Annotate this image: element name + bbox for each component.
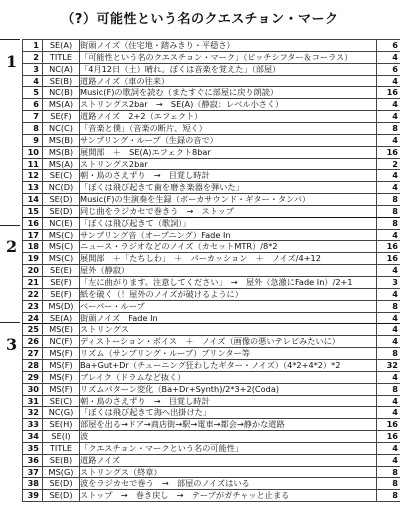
- cue-code: MS(A): [48, 158, 74, 169]
- cue-description: 部屋を出る→ドア→商店街→駅→電車→都会→静かな道路: [80, 419, 285, 430]
- cue-bars: 16: [386, 253, 398, 264]
- cue-number: 7: [33, 111, 39, 122]
- cue-bars: 4: [392, 265, 398, 276]
- cue-number: 28: [27, 359, 39, 370]
- cue-bars: 8: [392, 466, 398, 477]
- cue-bars: 8: [392, 383, 398, 394]
- cue-number: 32: [27, 407, 39, 418]
- cue-bars: 8: [392, 194, 398, 205]
- cue-description: 同じ曲をラジカセで巻きう → ストップ: [80, 205, 234, 216]
- cue-number: 31: [27, 395, 39, 406]
- cue-description: サンプリング・ループ（生録の音で）: [80, 134, 218, 145]
- cue-bars: 4: [392, 134, 398, 145]
- table-row: [22, 276, 400, 289]
- table-row: [22, 75, 400, 88]
- cue-bars: 4: [392, 111, 398, 122]
- table-row: [22, 371, 400, 384]
- table-row: [22, 158, 400, 171]
- cue-bars: 32: [386, 359, 398, 370]
- cue-bars: 6: [392, 40, 398, 50]
- table-row: [22, 418, 400, 431]
- cue-number: 9: [33, 134, 39, 145]
- cue-code: TITLE: [49, 442, 73, 453]
- cue-code: MS(F): [49, 359, 73, 370]
- cue-code: MS(C): [48, 229, 74, 240]
- cue-description: リズムパターン変化（Ba+Dr+Synth)/2*3+2(Coda): [80, 383, 280, 394]
- table-row: [22, 383, 400, 396]
- cue-bars: 8: [392, 348, 398, 359]
- cue-number: 29: [27, 371, 39, 382]
- cue-bars: 8: [392, 122, 398, 133]
- cue-description: 「ぼくは飛び起きて海へ出掛けた」: [80, 407, 212, 418]
- cue-code: SE(F): [50, 111, 72, 122]
- table-row: [22, 359, 400, 372]
- cue-bars: 16: [386, 87, 398, 98]
- cue-description: 朝・鳥のさえずり → 目覚し時計: [80, 395, 210, 406]
- cue-code: SE(B): [49, 454, 73, 465]
- table-row: [22, 193, 400, 206]
- cue-number: 22: [27, 288, 39, 299]
- cue-description: 展開部 ＋ SE(A)エフェクト8bar: [80, 146, 211, 157]
- cue-description: 道路ノイズ: [80, 454, 121, 465]
- cue-number: 10: [27, 146, 39, 157]
- table-row: [22, 395, 400, 408]
- cue-bars: 3: [392, 277, 398, 287]
- cue-number: 4: [33, 75, 39, 86]
- table-row: [22, 335, 400, 348]
- cue-description: ストリングス2bar → SE(A)（静寂：レベル小さく）: [80, 99, 284, 110]
- cue-code: MS(F): [49, 348, 73, 359]
- cue-code: SE(C): [49, 170, 73, 181]
- cue-number: 19: [27, 253, 39, 264]
- section-divider: [0, 39, 20, 40]
- cue-number: 26: [27, 336, 39, 347]
- cue-bars: 4: [392, 182, 398, 193]
- cue-description: 道路ノイズ（車の往来）: [80, 75, 170, 86]
- cue-description: ストリングス2bar: [80, 158, 148, 169]
- cue-description: 屋外（静寂）: [80, 265, 130, 276]
- table-row: [22, 477, 400, 490]
- cue-code: SE(I): [51, 431, 71, 442]
- cue-description: リズム（サンプリング・ループ）プリンター等: [80, 348, 250, 359]
- cue-description: 「可能性という名のクエスチョン・マーク」（ピッチシフター＆コーラス）: [80, 51, 353, 62]
- cue-code: NC(A): [49, 63, 73, 74]
- cue-code: MS(B): [48, 134, 74, 145]
- table-row: [22, 205, 400, 218]
- cue-number: 23: [27, 300, 39, 311]
- table-row: [22, 300, 400, 313]
- cue-description: ストリングス（終章）: [80, 466, 162, 477]
- cue-description: Ba+Gut+Dr（チューニング狂わしたギター・ノイズ）（4*2+4*2）*2: [80, 359, 341, 370]
- cue-number: 15: [27, 205, 39, 216]
- table-row: [22, 252, 400, 265]
- cue-number: 38: [27, 478, 39, 489]
- cue-number: 6: [33, 99, 39, 110]
- table-row: [22, 181, 400, 194]
- cue-number: 37: [27, 466, 39, 477]
- cue-code: MS(E): [49, 324, 73, 335]
- cue-description: 街頭ノイズ（住宅地・踏みきり・平穏さ）: [80, 40, 235, 50]
- table-row: [22, 442, 400, 455]
- cue-code: SE(E): [50, 265, 72, 276]
- table-row: [22, 323, 400, 336]
- cue-number: 5: [33, 87, 39, 98]
- table-row: [22, 312, 400, 325]
- cue-bars: 4: [392, 442, 398, 453]
- cue-code: SE(A): [49, 312, 73, 323]
- cue-code: NC(F): [49, 336, 73, 347]
- cue-number: 14: [27, 194, 39, 205]
- cue-code: NC(B): [49, 87, 73, 98]
- cue-code: MS(G): [48, 466, 74, 477]
- table-row: [22, 264, 400, 277]
- cue-bars: 4: [392, 336, 398, 347]
- section-divider: [0, 225, 20, 226]
- cue-description: 「音楽と僕」（音楽の断片、短く）: [80, 122, 207, 133]
- cue-bars: 16: [386, 431, 398, 442]
- cue-description: Music(F)の生演奏を生録（ボーカサウンド・ギター・タンバ）: [80, 194, 311, 205]
- cue-number: 24: [27, 312, 39, 323]
- cue-description: 「クエスチョン・マークという名の可能性」: [80, 442, 244, 453]
- table-row: [22, 86, 400, 99]
- cue-number: 25: [27, 324, 39, 335]
- cue-code: MS(F): [49, 371, 73, 382]
- cue-code: MS(B): [48, 146, 74, 157]
- cue-bars: 4: [392, 395, 398, 406]
- table-row: [22, 240, 400, 253]
- cue-number: 2: [33, 51, 39, 62]
- cue-description: 朝・鳥のさえずり → 目覚し時計: [80, 170, 210, 181]
- cue-bars: 4: [392, 229, 398, 240]
- cue-bars: 4: [392, 454, 398, 465]
- cue-bars: 2: [392, 158, 398, 169]
- cue-bars: 16: [386, 146, 398, 157]
- table-row: [22, 146, 400, 159]
- cue-description: ストリングス: [80, 324, 129, 335]
- cue-bars: 8: [392, 205, 398, 216]
- cue-description: 「ぼくは飛び起きて（歌詞）」: [80, 217, 191, 228]
- cue-description: 「4月12日（土）晴れ。ぼくは音楽を覚えた」（部屋）: [80, 63, 281, 74]
- cue-number: 13: [27, 182, 39, 193]
- table-row: [22, 39, 400, 52]
- cue-code: SE(A): [49, 40, 73, 50]
- cue-code: MS(A): [48, 99, 74, 110]
- cue-number: 16: [27, 217, 39, 228]
- table-row: [22, 217, 400, 230]
- table-row: [22, 122, 400, 135]
- cue-bars: 16: [386, 419, 398, 430]
- cue-number: 36: [27, 454, 39, 465]
- cue-number: 3: [33, 63, 39, 74]
- cue-description: 「ぼくは飛び起きて歯を磨き楽器を弾いた」: [80, 182, 244, 193]
- table-row: [22, 169, 400, 182]
- table-row: [22, 134, 400, 147]
- cue-code: SE(D): [49, 205, 73, 216]
- cue-number: 8: [33, 122, 39, 133]
- cue-code: NC(G): [48, 407, 74, 418]
- cue-bars: 16: [386, 241, 398, 252]
- cue-bars: 6: [392, 63, 398, 74]
- table-row: [22, 466, 400, 479]
- cue-code: MS(C): [48, 241, 74, 252]
- cue-number: 35: [27, 442, 39, 453]
- table-row: [22, 489, 400, 502]
- cue-number: 12: [27, 170, 39, 181]
- cue-bars: 4: [392, 170, 398, 181]
- cue-number: 21: [27, 277, 39, 287]
- table-row: [22, 110, 400, 123]
- cue-bars: 4: [392, 75, 398, 86]
- cue-number: 27: [27, 348, 39, 359]
- cue-number: 11: [27, 158, 39, 169]
- cue-description: 波をラジカセで巻う → 部屋のノイズはいる: [80, 478, 250, 489]
- cue-bars: 8: [392, 490, 398, 501]
- cue-bars: 4: [392, 312, 398, 323]
- table-row: [22, 430, 400, 443]
- cue-description: 街頭ノイズ Fade In: [80, 312, 158, 323]
- cue-description: ディストーション・ボイス ＋ ノイズ（画像の悪いテレビみたいに）: [80, 336, 340, 347]
- table-row: [22, 51, 400, 64]
- cue-description: 展開部 ＋「たちしわ」 ＋ パーカッション ＋ ノイズ/4+12: [80, 253, 321, 264]
- cue-bars: 8: [392, 217, 398, 228]
- table-row: [22, 229, 400, 242]
- cue-description: 波: [80, 431, 89, 442]
- cue-description: 「左に曲がります。注意してください」 → 屋外（急激にFade In）/2+1: [80, 277, 353, 287]
- cue-code: SE(F): [50, 277, 72, 287]
- cue-description: ブレイク（ドラムなど抜く）: [80, 371, 186, 382]
- cue-code: MS(C): [48, 253, 74, 264]
- cue-bars: 4: [392, 324, 398, 335]
- cue-number: 30: [27, 383, 39, 394]
- cue-number: 20: [27, 265, 39, 276]
- cue-description: ベーパー・ループ: [80, 300, 145, 311]
- cue-number: 17: [27, 229, 39, 240]
- section-divider: [0, 322, 20, 323]
- section-number: 3: [6, 335, 18, 354]
- page-title: （?）可能性という名のクエスチョン・マーク: [61, 12, 339, 27]
- cue-code: SE(D): [49, 490, 73, 501]
- cue-bars: 4: [392, 288, 398, 299]
- cue-number: 39: [27, 490, 39, 501]
- section-number: 2: [6, 237, 18, 256]
- cue-bars: 4: [392, 51, 398, 62]
- cue-number: 18: [27, 241, 39, 252]
- cue-description: 紙を破く（！屋外のノイズが破けるように）: [80, 288, 243, 299]
- cue-description: Music(F)の歌詞を読む（またすぐに部屋に戻り朗読）: [80, 87, 279, 98]
- cue-number: 1: [33, 40, 39, 50]
- cue-code: SE(C): [49, 395, 73, 406]
- cue-bars: 8: [392, 478, 398, 489]
- cue-code: NC(D): [48, 182, 74, 193]
- table-row: [22, 406, 400, 419]
- cue-description: ストップ → 巻き戻し → テープがガチャッと止まる: [80, 490, 290, 501]
- cue-bars: 8: [392, 300, 398, 311]
- cue-code: SE(F): [50, 288, 72, 299]
- table-row: [22, 347, 400, 360]
- cue-code: SE(B): [49, 75, 73, 86]
- cue-code: SE(H): [49, 419, 73, 430]
- table-row: [22, 98, 400, 111]
- cue-description: サンプリング音（オープニング）Fade In: [80, 229, 231, 240]
- table-row: [22, 454, 400, 467]
- cue-code: SE(D): [49, 478, 73, 489]
- cue-number: 34: [27, 431, 39, 442]
- cue-code: NC(E): [49, 217, 73, 228]
- cue-bars: 4: [392, 99, 398, 110]
- cue-number: 33: [27, 419, 39, 430]
- cue-code: NC(C): [49, 122, 73, 133]
- table-row: [22, 63, 400, 76]
- table-row: [22, 288, 400, 301]
- cue-code: SE(D): [49, 194, 73, 205]
- cue-code: MS(D): [48, 300, 74, 311]
- cue-bars: 4: [392, 371, 398, 382]
- cue-description: 道路ノイズ 2+2（エフェクト）: [80, 111, 203, 122]
- cue-description: ニュース・ラジオなどのノイズ（カセットMTR）/8*2: [80, 241, 278, 252]
- cue-bars: 4: [392, 407, 398, 418]
- cue-code: MS(F): [49, 383, 73, 394]
- cue-code: TITLE: [49, 51, 73, 62]
- section-number: 1: [6, 52, 18, 71]
